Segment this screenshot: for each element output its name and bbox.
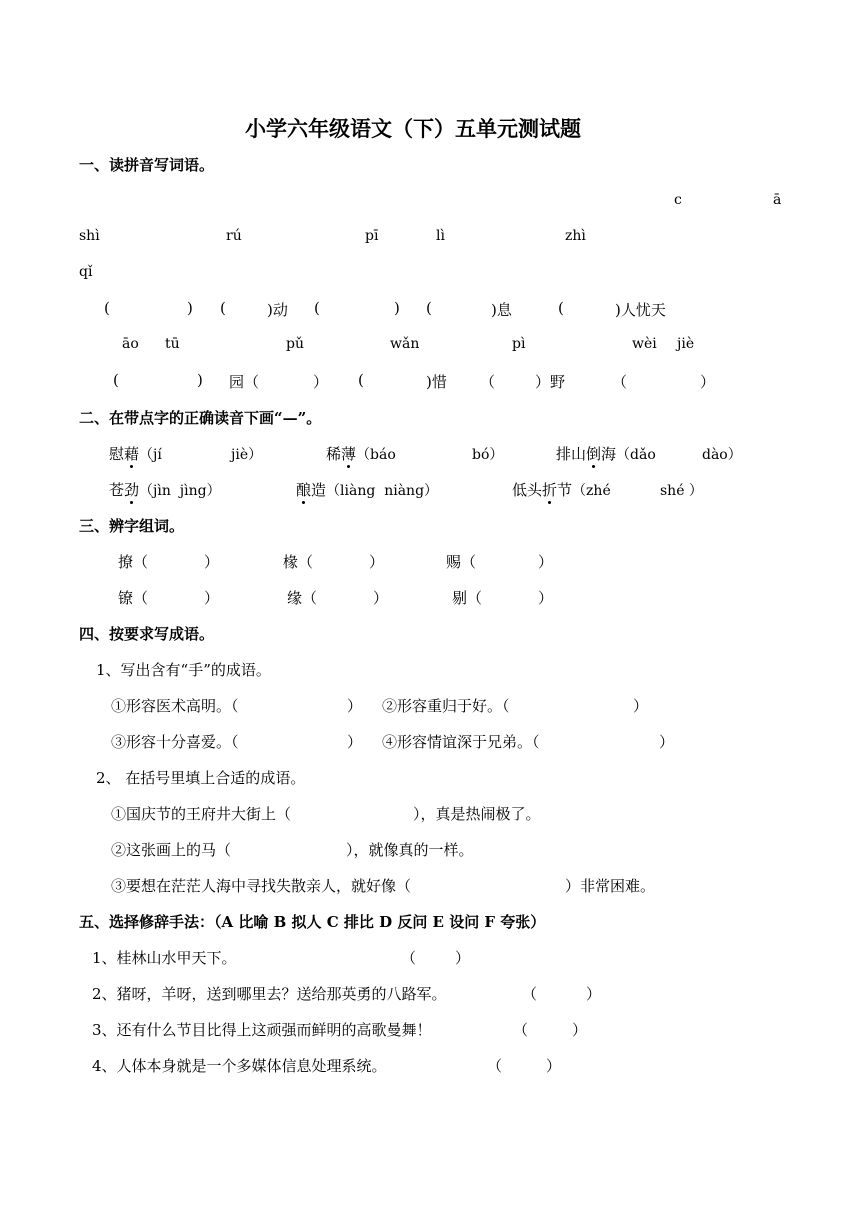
blank-open: ( xyxy=(220,299,226,317)
dotted-char: 藉 xyxy=(124,445,140,463)
answer-close: ） xyxy=(586,985,602,1003)
blank-open: ( xyxy=(558,299,564,317)
blank-close: )人忧天 xyxy=(615,301,666,319)
char-item-close: ） xyxy=(538,589,554,607)
char-item: 椽（ xyxy=(283,553,314,571)
section-4-heading: 四、按要求写成语。 xyxy=(79,625,215,643)
word-char: 节 xyxy=(557,481,573,499)
char-item-close: ） xyxy=(204,589,220,607)
rhetoric-item: 2、猪呀，羊呀，送到哪里去？送给那英勇的八路军。 xyxy=(92,985,447,1003)
pinyin-stray: ā xyxy=(773,192,782,208)
word-item xyxy=(109,479,221,500)
pinyin-options: （zhé xyxy=(572,483,611,499)
pinyin: zhì xyxy=(565,228,586,244)
blank-close: ) xyxy=(187,299,193,317)
question-item-close: ） xyxy=(633,697,649,715)
question-item-close: ），就像真的一样。 xyxy=(346,841,474,859)
pinyin: shì xyxy=(79,228,100,244)
pinyin-options: （báo xyxy=(356,447,396,463)
pinyin: wǎn xyxy=(390,336,420,352)
char-item: 撩（ xyxy=(118,553,149,571)
pinyin: qǐ xyxy=(79,264,93,280)
section-1-heading: 一、读拼音写词语。 xyxy=(79,156,215,174)
answer-close: ） xyxy=(546,1057,562,1075)
question-item-close: ） xyxy=(659,733,675,751)
blank-close: ）野 xyxy=(535,373,566,391)
word-item xyxy=(556,443,656,464)
question-item: ④形容情谊深于兄弟。（ xyxy=(382,733,540,751)
blank-close: )动 xyxy=(267,301,288,319)
rhetoric-item: 3、还有什么节目比得上这顽强而鲜明的高歌曼舞！ xyxy=(92,1021,432,1039)
word-char: 稀 xyxy=(326,445,342,463)
question-item: ③要想在茫茫人海中寻找失散亲人，就好像（ xyxy=(111,877,412,895)
pinyin: rú xyxy=(226,228,242,244)
page-title: 小学六年级语文（下）五单元测试题 xyxy=(245,116,581,141)
answer-close: ） xyxy=(572,1021,588,1039)
answer-open: （ xyxy=(401,949,417,967)
pinyin-options: （dǎo xyxy=(616,447,656,463)
blank-close: ) xyxy=(197,371,203,389)
dotted-char: 薄 xyxy=(341,445,357,463)
question-item: ②形容重归于好。（ xyxy=(382,697,510,715)
question-item-close: ），真是热闹极了。 xyxy=(413,805,541,823)
blank-close: )惜 xyxy=(426,373,447,391)
word-char: 造 xyxy=(311,481,327,499)
rhetoric-item: 1、桂林山水甲天下。 xyxy=(92,949,237,967)
dotted-char: 倒 xyxy=(586,445,602,463)
pinyin: pì xyxy=(512,336,526,352)
char-item-close: ） xyxy=(369,553,385,571)
pinyin-options: jiè） xyxy=(231,447,263,463)
blank-close: ) xyxy=(394,299,400,317)
blank-close: )息 xyxy=(491,301,512,319)
blank-close: ） xyxy=(313,373,329,391)
question-text: 2、 在括号里填上合适的成语。 xyxy=(96,769,306,787)
char-item-close: ） xyxy=(538,553,554,571)
pinyin: lì xyxy=(436,228,445,244)
question-text: 1、写出含有“手”的成语。 xyxy=(96,661,271,679)
answer-open: （ xyxy=(522,985,538,1003)
blank-open: ( xyxy=(426,299,432,317)
question-item-close: ）非常困难。 xyxy=(565,877,656,895)
word-item xyxy=(109,443,162,464)
pinyin: tū xyxy=(165,336,180,352)
section-2-heading: 二、在带点字的正确读音下画“—”。 xyxy=(79,409,322,427)
question-item-close: ） xyxy=(347,733,363,751)
pinyin-stray: c xyxy=(674,192,682,208)
question-item: ①形容医术高明。（ xyxy=(111,697,239,715)
word-item xyxy=(296,479,438,500)
word-char: 低头 xyxy=(512,481,543,499)
answer-open: （ xyxy=(513,1021,529,1039)
blank-open: （ xyxy=(480,373,496,391)
pinyin-options: （liàng niàng） xyxy=(326,483,439,499)
char-item-close: ） xyxy=(373,589,389,607)
pinyin-options: shé ） xyxy=(660,483,703,499)
char-item: 剔（ xyxy=(452,589,483,607)
rhetoric-item: 4、人体本身就是一个多媒体信息处理系统。 xyxy=(92,1057,387,1075)
char-item: 赐（ xyxy=(446,553,477,571)
word-char: 苍 xyxy=(109,481,125,499)
pinyin: āo xyxy=(122,336,139,352)
word-char: 海 xyxy=(601,445,617,463)
dotted-char: 折 xyxy=(542,481,558,499)
question-item-close: ） xyxy=(347,697,363,715)
pinyin: jiè xyxy=(677,336,695,352)
pinyin: pǔ xyxy=(286,336,304,352)
char-item-close: ） xyxy=(204,553,220,571)
question-item: ②这张画上的马（ xyxy=(111,841,232,859)
pinyin: pī xyxy=(365,228,379,244)
question-item: ③形容十分喜爱。（ xyxy=(111,733,239,751)
section-3-heading: 三、辨字组词。 xyxy=(79,517,185,535)
word-item xyxy=(326,443,396,464)
dotted-char: 酿 xyxy=(296,481,312,499)
blank-open: （ xyxy=(612,373,628,391)
word-char: 排山 xyxy=(556,445,587,463)
blank-open: ( xyxy=(358,371,364,389)
dotted-char: 劲 xyxy=(124,481,140,499)
answer-close: ） xyxy=(455,949,471,967)
pinyin-options: dào） xyxy=(702,447,742,463)
blank-close: ） xyxy=(700,373,716,391)
pinyin: wèi xyxy=(632,336,657,352)
blank-open: ( xyxy=(113,371,119,389)
answer-open: （ xyxy=(487,1057,503,1075)
word-item xyxy=(512,479,611,500)
char-item: 缘（ xyxy=(287,589,318,607)
char-item: 镣（ xyxy=(118,589,149,607)
pinyin-options: （jí xyxy=(139,447,162,463)
word-char: 慰 xyxy=(109,445,125,463)
blank-open: ( xyxy=(104,299,110,317)
blank-open: ( xyxy=(314,299,320,317)
pinyin-options: bó） xyxy=(472,447,504,463)
section-5-heading: 五、选择修辞手法：（A 比喻 B 拟人 C 排比 D 反问 E 设问 F 夸张） xyxy=(79,913,546,931)
question-item: ①国庆节的王府井大街上（ xyxy=(111,805,292,823)
blank-open: 园（ xyxy=(229,373,260,391)
pinyin-options: （jìn jìng） xyxy=(139,483,221,499)
